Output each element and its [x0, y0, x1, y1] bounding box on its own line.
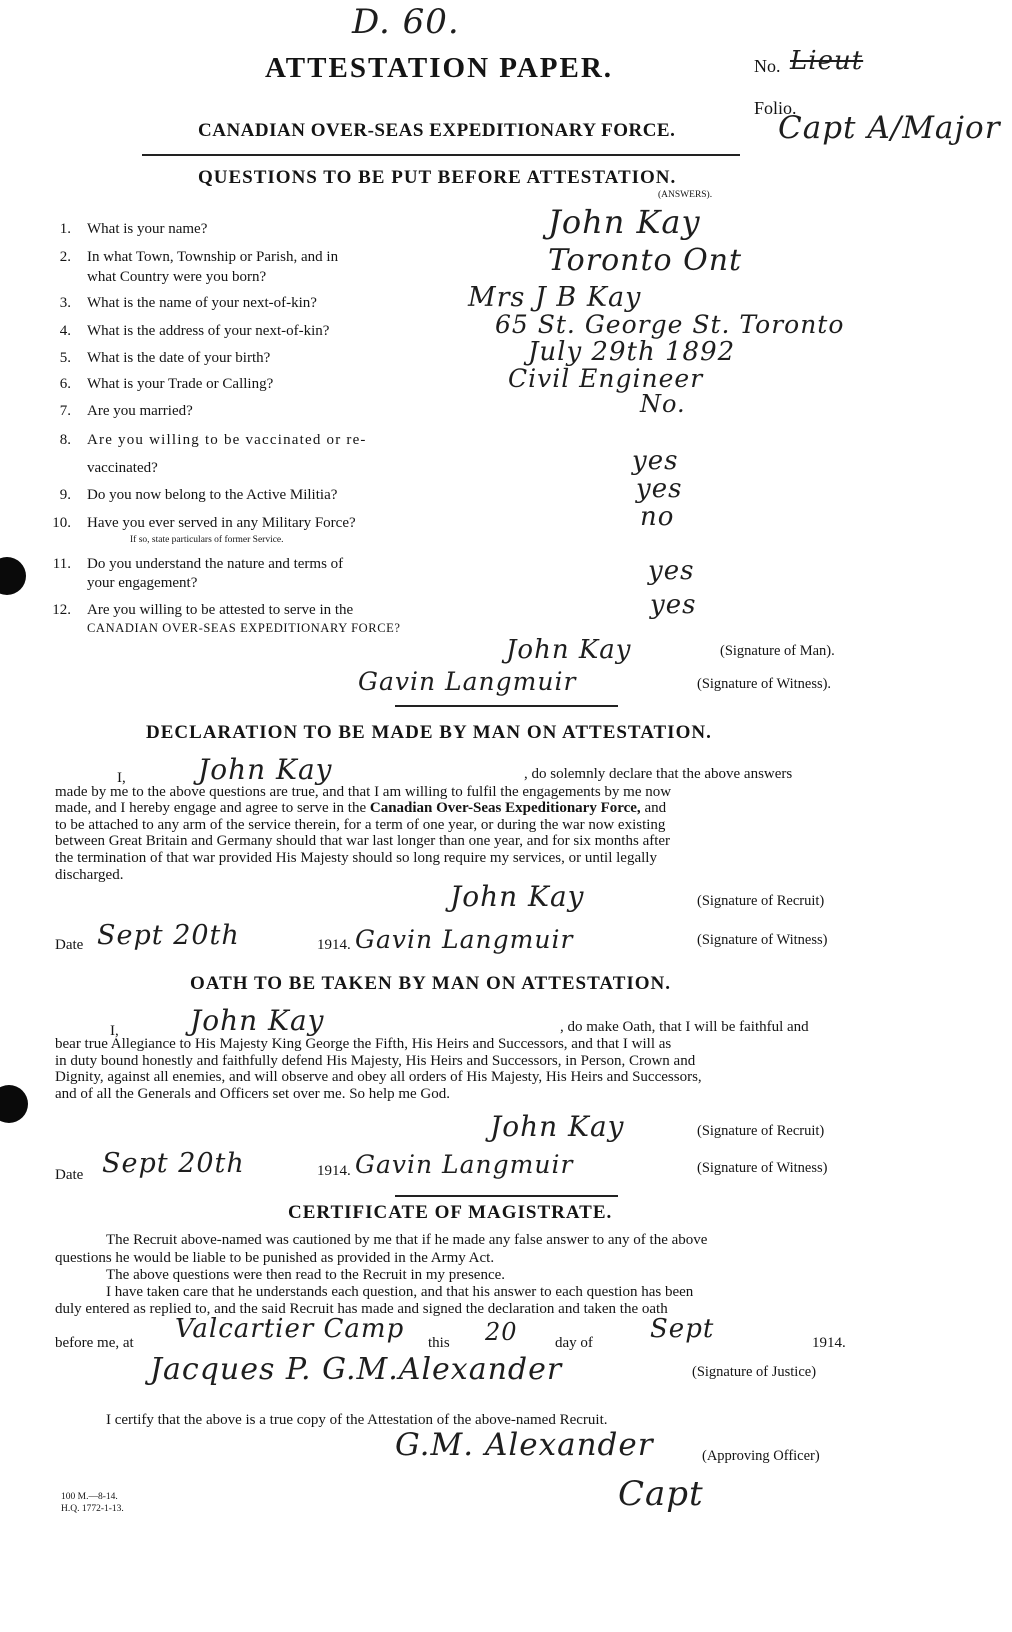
certificate-place: Valcartier Camp: [175, 1314, 405, 1344]
question-number: 5.: [59, 350, 71, 366]
approving-officer-title: Capt: [618, 1474, 704, 1514]
question-text-cont: your engagement?: [87, 575, 198, 591]
answer-value: No.: [640, 390, 686, 418]
question-text-cont: what Country were you born?: [87, 269, 267, 285]
certificate-day-of-label: day of: [555, 1335, 593, 1351]
declaration-name: John Kay: [198, 753, 333, 786]
question-number: 9.: [59, 487, 71, 503]
certificate-this-label: this: [428, 1335, 450, 1351]
section-divider: [395, 705, 618, 707]
approving-officer-label: (Approving Officer): [702, 1448, 820, 1464]
declaration-line6: the termination of that war provided His Majesty should so long require my services, or until legally: [55, 850, 657, 866]
declaration-force-name: Canadian Over-Seas Expeditionary Force,: [369, 800, 641, 816]
certificate-line2: questions he would be liable to be punished as provided in the Army Act.: [55, 1250, 495, 1266]
certificate-line3: The above questions were then read to the Recruit in my presence.: [106, 1267, 506, 1283]
declaration-line1-tail: , do solemnly declare that the above answers: [524, 766, 793, 782]
oath-date-label: Date: [55, 1167, 84, 1183]
form-code-secondary: H.Q. 1772-1-13.: [61, 1504, 124, 1514]
question-number: 4.: [59, 323, 71, 339]
oath-line3: in duty bound honestly and faithfully defend His Majesty, His Heirs and Successors, in Person, Crown and: [55, 1053, 696, 1069]
question-text: What is your name?: [87, 221, 208, 237]
signature-of-justice-label: (Signature of Justice): [692, 1364, 817, 1380]
declaration-line3-start: made, and I hereby engage and agree to serve in the: [55, 800, 370, 816]
oath-date: Sept 20th: [102, 1148, 245, 1179]
declaration-signature-recruit-label: (Signature of Recruit): [697, 893, 825, 909]
question-text: What is the name of your next-of-kin?: [87, 295, 317, 311]
answer-value: Mrs J B Kay: [468, 282, 642, 313]
answer-value: Toronto Ont: [548, 243, 743, 278]
question-number: 1.: [59, 221, 71, 237]
questions-heading: QUESTIONS TO BE PUT BEFORE ATTESTATION.: [198, 167, 677, 188]
declaration-line5: between Great Britain and Germany should that war last longer than one year, and for six months after: [55, 833, 671, 849]
declaration-line3-end: and: [640, 800, 667, 816]
question-text-cont: vaccinated?: [87, 460, 158, 476]
no-value: Lieut: [790, 46, 864, 76]
question-text: Are you willing to be attested to serve in the: [87, 602, 354, 618]
certificate-before-label: before me, at: [55, 1335, 134, 1351]
oath-line5: and of all the Generals and Officers set over me. So help me God.: [55, 1086, 451, 1102]
punch-hole-lower: [0, 1085, 28, 1123]
question-text-cont: CANADIAN OVER-SEAS EXPEDITIONARY FORCE?: [87, 621, 401, 635]
signature-of-witness-label: (Signature of Witness).: [697, 676, 832, 692]
corner-note: D. 60.: [352, 2, 460, 42]
question-text: In what Town, Township or Parish, and in: [87, 249, 339, 265]
oath-line2: bear true Allegiance to His Majesty King George the Fifth, His Heirs and Successors, and that I will as: [55, 1036, 672, 1052]
question-text: Are you married?: [87, 403, 193, 419]
signature-of-justice: Jacques P. G.M.Alexander: [150, 1352, 563, 1387]
question-text: Do you now belong to the Active Militia?: [87, 487, 338, 503]
question-text: Are you willing to be vaccinated or re-: [87, 432, 367, 448]
declaration-line4: to be attached to any arm of the service therein, for a term of one year, or during the war now existing: [55, 817, 666, 833]
punch-hole-upper: [0, 557, 26, 595]
certificate-certify-line: I certify that the above is a true copy of the Attestation of the above-named Recruit.: [106, 1412, 608, 1428]
question-number: 7.: [59, 403, 71, 419]
oath-year: 1914.: [317, 1163, 351, 1179]
answer-value: yes: [636, 474, 683, 504]
signature-of-witness: Gavin Langmuir: [358, 667, 577, 696]
approving-officer-signature: G.M. Alexander: [395, 1427, 654, 1463]
certificate-month: Sept: [650, 1314, 715, 1344]
no-label: No.: [754, 56, 781, 76]
declaration-heading: DECLARATION TO BE MADE BY MAN ON ATTESTATION.: [146, 722, 712, 743]
oath-signature-recruit: John Kay: [490, 1110, 625, 1143]
declaration-signature-witness-label: (Signature of Witness): [697, 932, 828, 948]
page-title: ATTESTATION PAPER.: [265, 52, 614, 84]
question-text: What is your Trade or Calling?: [87, 376, 274, 392]
question-number: 10.: [52, 515, 71, 531]
header-divider: [142, 154, 740, 156]
page-subtitle: CANADIAN OVER-SEAS EXPEDITIONARY FORCE.: [198, 120, 676, 141]
question-number: 11.: [52, 556, 71, 572]
question-number: 6.: [59, 376, 71, 392]
certificate-year: 1914.: [812, 1335, 846, 1351]
oath-divider: [395, 1195, 618, 1197]
question-text: Have you ever served in any Military Force?: [87, 515, 356, 531]
signature-of-man: John Kay: [506, 635, 632, 665]
answers-label: (ANSWERS).: [658, 190, 713, 200]
oath-signature-witness-label: (Signature of Witness): [697, 1160, 828, 1176]
question-number: 12.: [52, 602, 71, 618]
oath-name: John Kay: [190, 1004, 325, 1037]
question-number: 8.: [59, 432, 71, 448]
declaration-line7: discharged.: [55, 867, 124, 883]
oath-line4: Dignity, against all enemies, and will observe and obey all orders of His Majesty, His Heirs and Successors,: [55, 1069, 702, 1085]
declaration-signature-recruit: John Kay: [450, 880, 585, 913]
answer-value: yes: [632, 446, 679, 476]
declaration-signature-witness: Gavin Langmuir: [355, 925, 574, 954]
oath-line1-tail: , do make Oath, that I will be faithful and: [560, 1019, 809, 1035]
question-text: What is the date of your birth?: [87, 350, 271, 366]
declaration-date-label: Date: [55, 937, 84, 953]
oath-signature-recruit-label: (Signature of Recruit): [697, 1123, 825, 1139]
answer-value: yes: [648, 556, 695, 586]
declaration-year: 1914.: [317, 937, 351, 953]
form-code: 100 M.—8-14.: [61, 1492, 118, 1502]
certificate-line5: duly entered as replied to, and the said Recruit has made and signed the declaration and taken the oath: [55, 1301, 668, 1317]
answer-value: no: [640, 502, 675, 532]
answer-value: 65 St. George St. Toronto: [495, 310, 845, 339]
declaration-line2: made by me to the above questions are true, and that I am willing to fulfil the engagements by me now: [55, 784, 672, 800]
answer-value: John Kay: [548, 203, 701, 241]
question-text: Do you understand the nature and terms of: [87, 556, 344, 572]
certificate-day: 20: [485, 1318, 518, 1346]
question-note: If so, state particulars of former Service.: [130, 535, 284, 545]
question-number: 3.: [59, 295, 71, 311]
answer-value: July 29th 1892: [528, 337, 736, 367]
signature-of-man-label: (Signature of Man).: [720, 643, 835, 659]
folio-label: Folio.: [754, 98, 797, 118]
declaration-line3: [55, 801, 666, 817]
answer-value: Civil Engineer: [508, 364, 704, 393]
oath-signature-witness: Gavin Langmuir: [355, 1150, 574, 1179]
question-text: What is the address of your next-of-kin?: [87, 323, 330, 339]
answer-value: yes: [650, 590, 697, 620]
oath-heading: OATH TO BE TAKEN BY MAN ON ATTESTATION.: [190, 973, 672, 994]
declaration-date: Sept 20th: [97, 920, 240, 951]
certificate-heading: CERTIFICATE OF MAGISTRATE.: [288, 1202, 613, 1223]
declaration-i-label: I,: [117, 770, 126, 786]
certificate-line1: The Recruit above-named was cautioned by me that if he made any false answer to any of the above: [106, 1232, 708, 1248]
folio-value: Capt A/Major: [778, 110, 1001, 146]
oath-i-label: I,: [110, 1023, 119, 1039]
certificate-line4: I have taken care that he understands each question, and that his answer to each question has been: [106, 1284, 694, 1300]
question-number: 2.: [59, 249, 71, 265]
